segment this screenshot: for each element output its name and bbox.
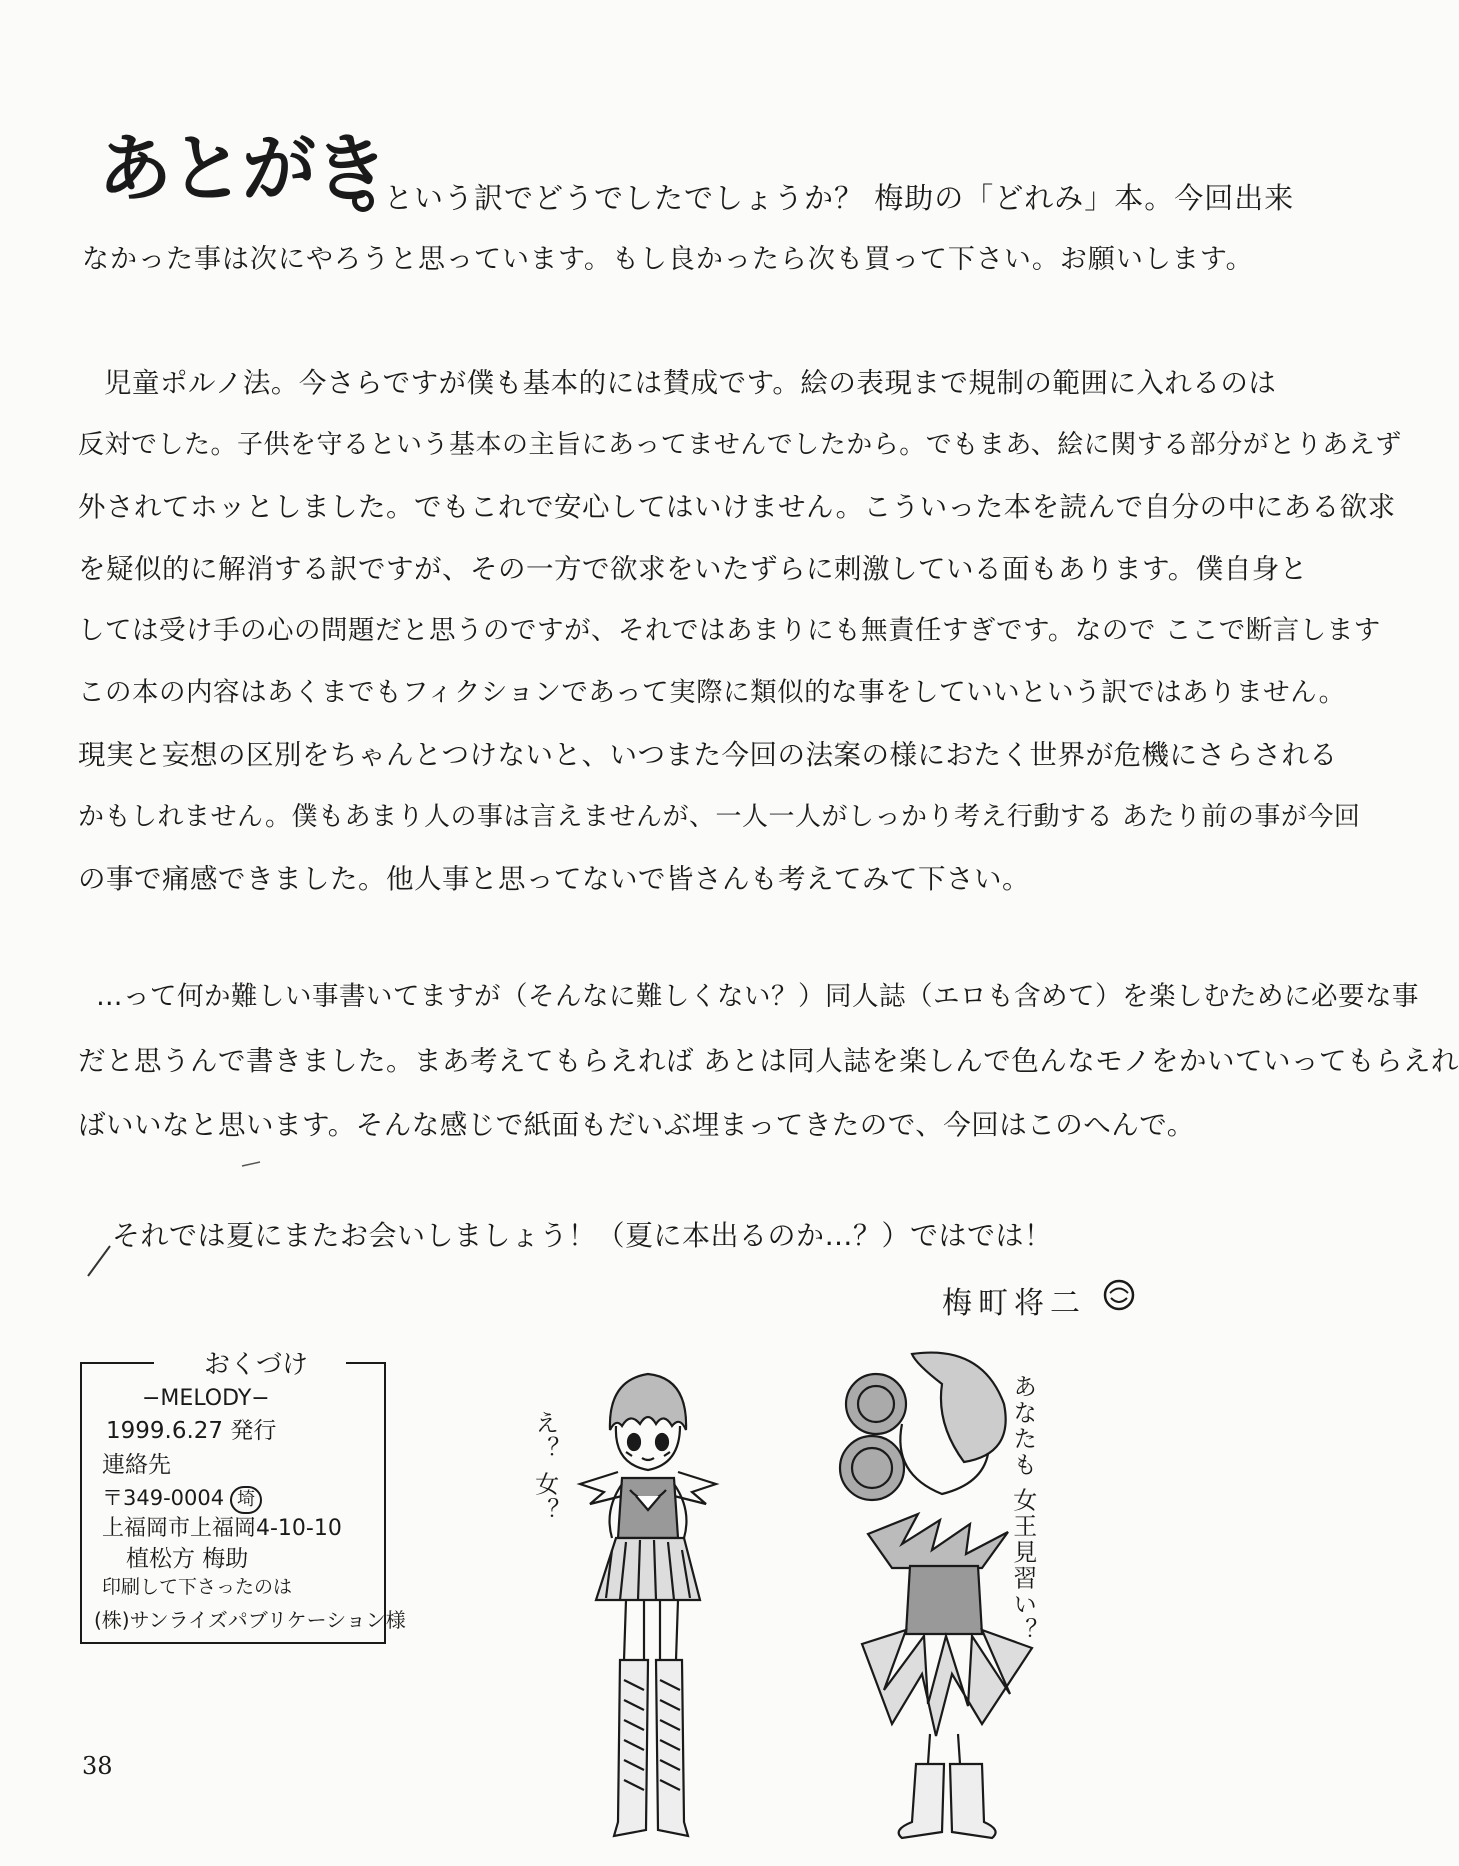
speech-left-character: え？ 女？ bbox=[530, 1410, 559, 1524]
colophon-book-title: −MELODY− bbox=[142, 1386, 270, 1411]
page-number: 38 bbox=[82, 1752, 113, 1780]
title-period-mark bbox=[352, 190, 374, 212]
pen-stroke-mark bbox=[84, 1240, 114, 1280]
colophon-printer-label: 印刷して下さったのは bbox=[102, 1576, 293, 1598]
colophon-postal bbox=[102, 1486, 262, 1514]
colophon-printer: (株)サンライズパブリケーション様 bbox=[94, 1608, 406, 1632]
speech-right-character: あなたも 女王見習い？ bbox=[1008, 1374, 1037, 1644]
colophon-contact-label: 連絡先 bbox=[102, 1452, 171, 1478]
colophon-address: 上福岡市上福岡4-10-10 bbox=[102, 1516, 342, 1541]
paragraph-line: 外されてホッとしました。でもこれで安心してはいけません。こういった本を読んで自分の中にある欲求 bbox=[78, 491, 1396, 523]
colophon-border bbox=[344, 1362, 384, 1364]
paragraph-line: ばいいなと思います。そんな感じで紙面もだいぶ埋まってきたので、今回はこのへんで。 bbox=[78, 1109, 1195, 1141]
paragraph-line: この本の内容はあくまでもフィクションであって実際に類似的な事をしていいという訳ではありません。 bbox=[78, 677, 1346, 708]
colophon-care-of: 植松方 梅助 bbox=[126, 1546, 249, 1572]
author-signature: 梅町将二 bbox=[942, 1286, 1086, 1321]
paragraph-line: 現実と妄想の区別をちゃんとつけないと、いつまた今回の法案の様におたく世界が危機にさらされる bbox=[78, 739, 1338, 771]
paragraph-line: だと思うんで書きました。まあ考えてもらえれば あとは同人誌を楽しんで色んなモノをかいていってもらえれ bbox=[78, 1045, 1459, 1077]
intro-line: なかった事は次にやろうと思っています。もし良かったら次も買って下さい。お願いします。 bbox=[82, 244, 1254, 275]
colophon-border bbox=[82, 1362, 154, 1364]
paragraph-line: を疑似的に解消する訳ですが、その一方で欲求をいたずらに刺激している面もあります。僕自身と bbox=[78, 553, 1308, 585]
paragraph-line: 児童ポルノ法。今さらですが僕も基本的には賛成です。絵の表現まで規制の範囲に入れるのは bbox=[104, 367, 1277, 399]
prefecture-badge: 埼 bbox=[230, 1486, 262, 1514]
colophon-title: おくづけ bbox=[166, 1344, 346, 1381]
character-illustration-left bbox=[560, 1360, 730, 1850]
paragraph-line: 反対でした。子供を守るという基本の主旨にあってませんでしたから。でもまあ、絵に関する部分がとりあえず bbox=[78, 430, 1402, 460]
page-title: あとがき bbox=[98, 126, 386, 212]
closing-line: それでは夏にまたお会いしましょう！（夏に本出るのか…？）ではでは！ bbox=[112, 1219, 1053, 1252]
paragraph-line: かもしれません。僕もあまり人の事は言えませんが、一人一人がしっかり考え行動する あたり前の事が今回 bbox=[78, 802, 1361, 832]
paragraph-line: …って何か難しい事書いてますが（そんなに難しくない？）同人誌（エロも含めて）を楽しむために必要な事 bbox=[96, 981, 1419, 1012]
colophon-postal-code: 〒349-0004 bbox=[102, 1486, 225, 1510]
stray-pen-mark bbox=[240, 1160, 262, 1168]
signature-smiley-icon bbox=[1102, 1278, 1136, 1312]
intro-line: という訳でどうでしたでしょうか？ 梅助の「どれみ」本。今回出来 bbox=[384, 181, 1295, 215]
paragraph-line: の事で痛感できました。他人事と思ってないで皆さんも考えてみて下さい。 bbox=[78, 863, 1030, 895]
paragraph-line: しては受け手の心の問題だと思うのですが、それではあまりにも無責任すぎです。なので ここで断言します bbox=[78, 615, 1381, 646]
colophon-box bbox=[80, 1350, 406, 1644]
colophon-date: 1999.6.27 発行 bbox=[106, 1418, 277, 1444]
